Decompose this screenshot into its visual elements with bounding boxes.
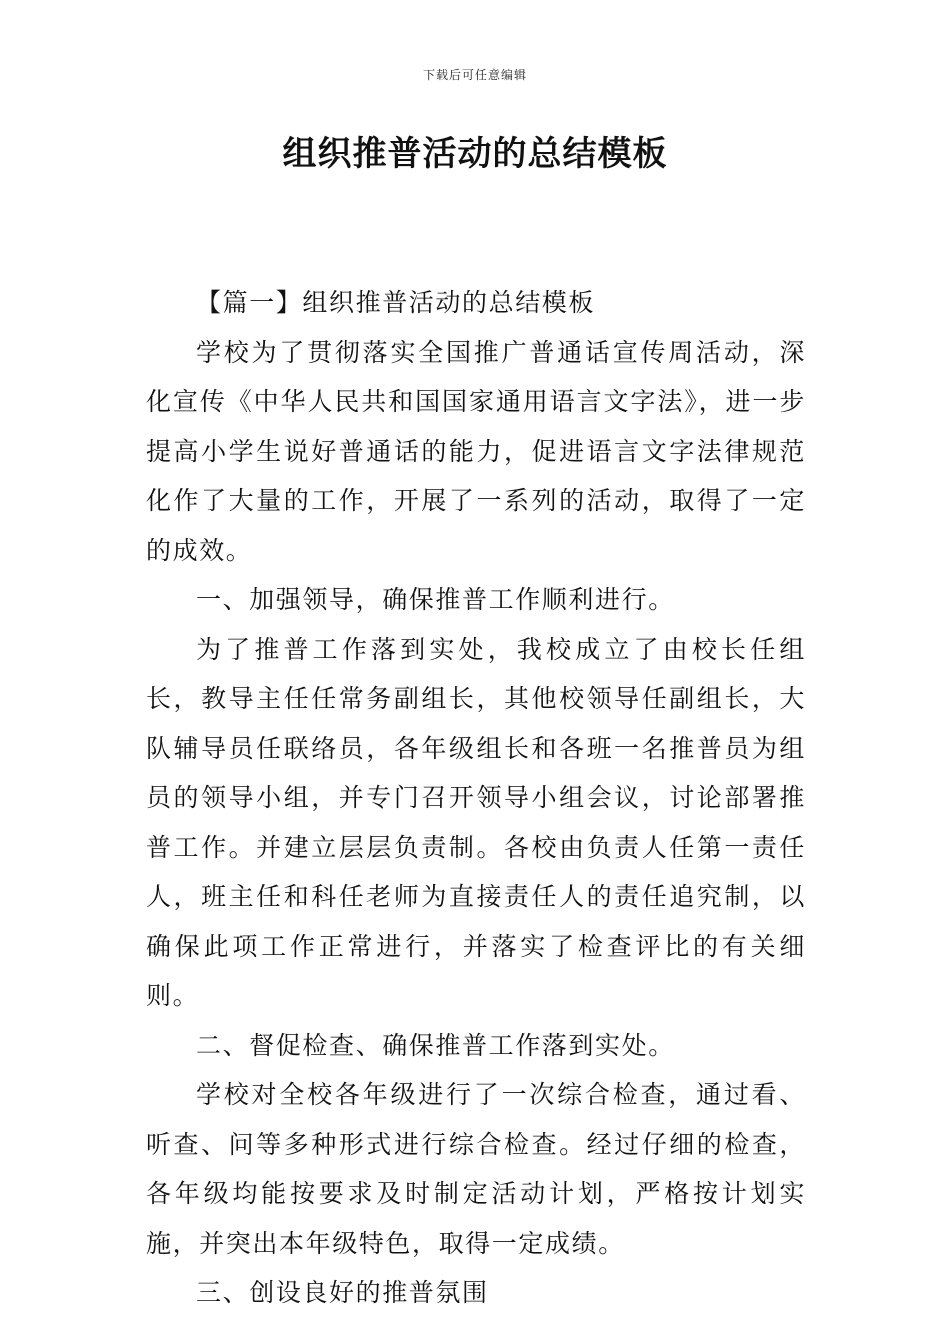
- document-title: 组织推普活动的总结模板: [282, 134, 668, 174]
- section-heading-atmosphere: 三、创设良好的推普氛围: [196, 1278, 489, 1307]
- section-heading-part-one: 【篇一】组织推普活动的总结模板: [196, 288, 596, 317]
- paragraph-intro: 学校为了贯彻落实全国推广普通话宣传周活动，深化宣传《中华人民共和国国家通用语言文字法》，进一步提高小学生说好普通话的能力，促进语言文字法律规范化作了大量的工作，开展了一系列的活动，取得了一定的成效。: [146, 337, 806, 565]
- header-note: 下载后可任意编辑: [422, 68, 527, 82]
- section-heading-inspection: 二、督促检查、确保推普工作落到实处。: [196, 1030, 675, 1060]
- section-heading-leadership: 一、加强领导，确保推普工作顺利进行。: [196, 585, 675, 614]
- paragraph-leadership: 为了推普工作落到实处，我校成立了由校长任组长，教导主任任常务副组长，其他校领导任副组长，大队辅导员任联络员，各年级组长和各班一名推普员为组员的领导小组，并专门召开领导小组会议，讨论部署推普工作。并建立层层负责制。各校由负责人任第一责任人，班主任和科任老师为直接责任人的责任追究制，以确保此项工作正常进行，并落实了检查评比的有关细则。: [146, 634, 806, 1010]
- paragraph-inspection: 学校对全校各年级进行了一次综合检查，通过看、听查、问等多种形式进行综合检查。经过仔细的检查，各年级均能按要求及时制定活动计划，严格按计划实施，并突出本年级特色，取得一定成绩。: [146, 1080, 806, 1258]
- document-body: [146, 278, 806, 1318]
